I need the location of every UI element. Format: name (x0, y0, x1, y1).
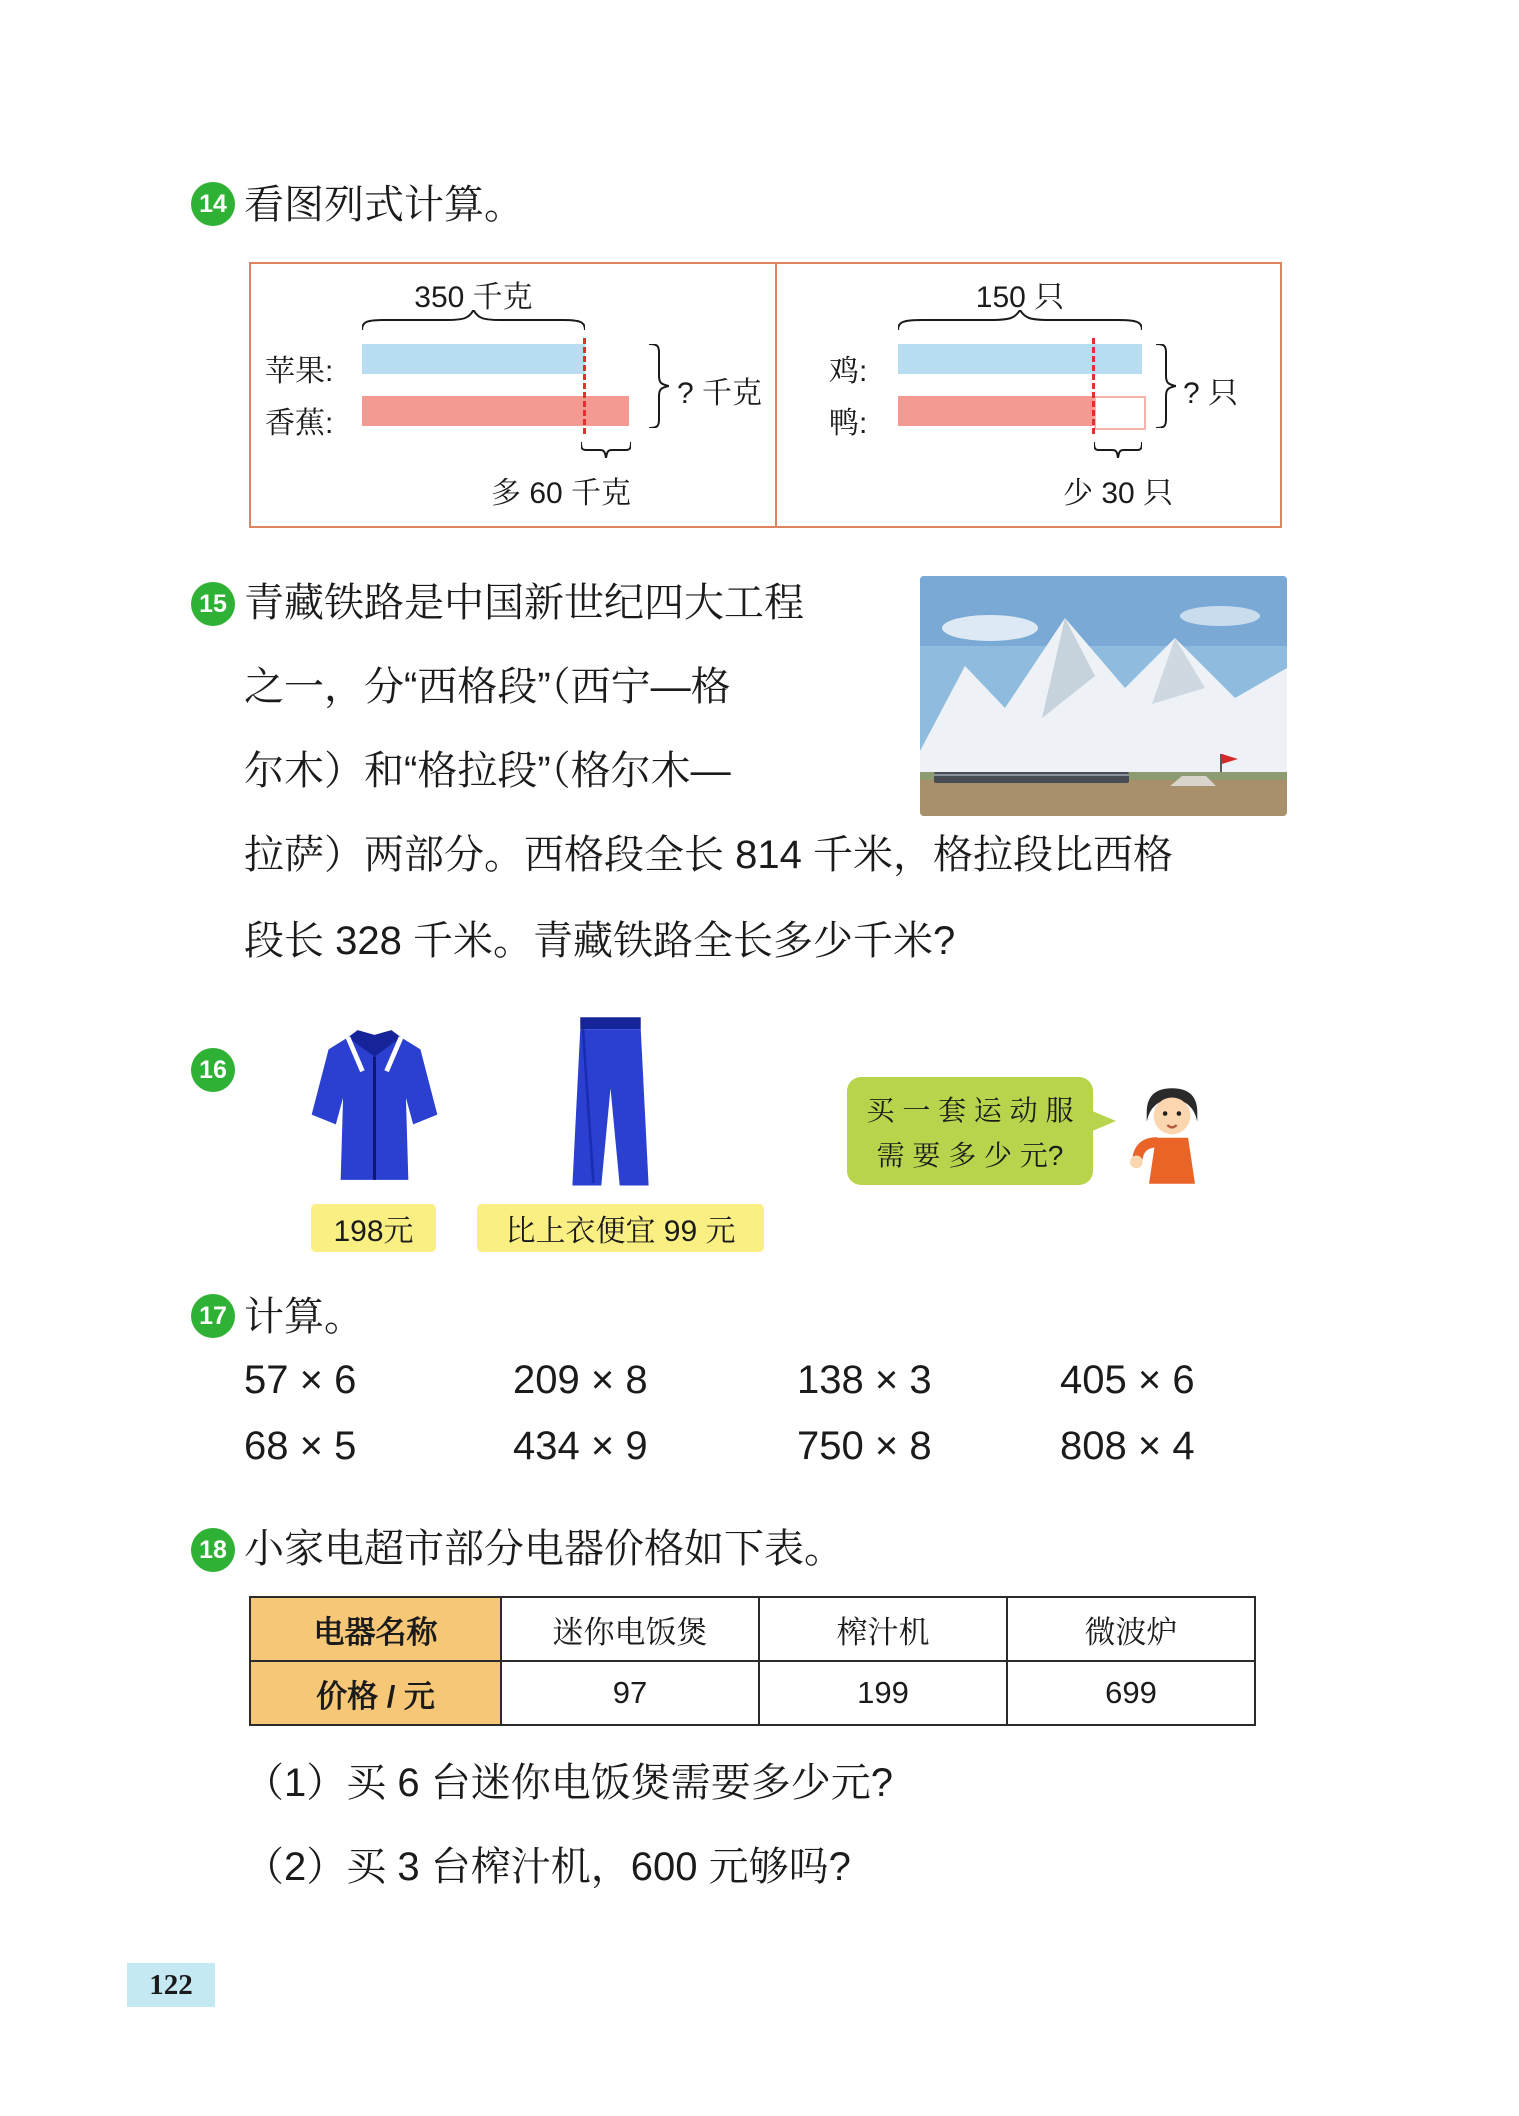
boy-hand (1130, 1156, 1143, 1169)
calc-expression-6: 434 × 9 (513, 1424, 648, 1468)
flag-pole (1220, 754, 1222, 772)
problem-18-number-badge: 18 (191, 1528, 235, 1572)
problem-14-title: 看图列式计算。 (244, 183, 524, 227)
appliance-price-table (249, 1596, 1256, 1726)
problem-18-title: 小家电超市部分电器价格如下表。 (244, 1527, 844, 1571)
boy-illustration (1126, 1080, 1218, 1200)
fewer-30-label: 少 30 只 (1063, 477, 1174, 510)
problem-17-number-badge: 17 (191, 1294, 235, 1338)
brace-right-of-left-diagram (649, 344, 669, 428)
calc-expression-5: 68 × 5 (244, 1424, 357, 1468)
pants-waistband (580, 1017, 640, 1029)
boy-speech-bubble (847, 1077, 1093, 1185)
brace-right-of-right-diagram (1156, 344, 1176, 428)
pants-price-note: 比上衣便宜 99 元 (477, 1204, 764, 1252)
problem-14-diagram-box (249, 262, 1282, 528)
apple-total-label: 350 千克 (414, 281, 533, 314)
header-microwave: 微波炉 (1007, 1597, 1255, 1661)
boy-eye-left (1163, 1111, 1168, 1116)
price-juicer: 199 (759, 1661, 1007, 1725)
page-number: 122 (127, 1963, 215, 2007)
chicken-bar (898, 344, 1142, 374)
chicken-total-label: 150 只 (975, 281, 1065, 314)
duck-bar (898, 396, 1094, 426)
problem-15-line-1: 青藏铁路是中国新世纪四大工程 (244, 581, 804, 625)
brace-over-chicken-bar (898, 310, 1142, 330)
apple-row-label: 苹果: (265, 355, 334, 388)
more-60kg-label: 多 60 千克 (491, 477, 632, 510)
calc-expression-3: 138 × 3 (797, 1358, 932, 1402)
calc-expression-4: 405 × 6 (1060, 1358, 1195, 1402)
problem-15-number-badge: 15 (191, 582, 235, 626)
jacket-illustration (302, 1016, 447, 1194)
banana-bar (362, 396, 629, 426)
row-label-price: 价格 / 元 (250, 1661, 501, 1725)
apple-bar (362, 344, 585, 374)
cloud (942, 615, 1038, 641)
problem-15-line-5: 段长 328 千米。青藏铁路全长多少千米? (244, 919, 956, 963)
calc-expression-7: 750 × 8 (797, 1424, 932, 1468)
question-kg-label: ? 千克 (677, 377, 763, 410)
header-appliance-name: 电器名称 (250, 1597, 501, 1661)
calc-expression-8: 808 × 4 (1060, 1424, 1195, 1468)
brace-under-extra-60kg (581, 442, 631, 458)
speech-bubble-line-1: 买 一 套 运 动 服 (866, 1094, 1074, 1126)
duck-missing-30-ghost-box (1094, 396, 1146, 430)
header-juicer: 榨汁机 (759, 1597, 1007, 1661)
problem-15-line-4: 拉萨）两部分。西格段全长 814 千米，格拉段比西格 (244, 833, 1173, 877)
problem-15-line-3: 尔木）和“格拉段”（格尔木— (244, 749, 731, 793)
train (934, 772, 1129, 783)
question-count-label: ? 只 (1183, 377, 1239, 410)
header-rice-cooker: 迷你电饭煲 (501, 1597, 759, 1661)
price-rice-cooker: 97 (501, 1661, 759, 1725)
calc-expression-1: 57 × 6 (244, 1358, 357, 1402)
table-header-row (250, 1597, 1255, 1661)
problem-15-line-2: 之一，分“西格段”（西宁—格 (244, 665, 731, 709)
calc-expression-2: 209 × 8 (513, 1358, 648, 1402)
chicken-row-label: 鸡: (829, 355, 868, 388)
speech-bubble-line-2: 需 要 多 少 元? (876, 1139, 1064, 1171)
railway-photo-illustration (920, 576, 1287, 816)
duck-row-label: 鸭: (829, 407, 868, 440)
qinghai-tibet-railway-photo (920, 576, 1287, 816)
price-microwave: 699 (1007, 1661, 1255, 1725)
table-price-row (250, 1661, 1255, 1725)
dashed-line-apple-end (583, 338, 586, 434)
problem-18-question-1: （1）买 6 台迷你电饭煲需要多少元? (244, 1761, 893, 1805)
cloud-2 (1180, 606, 1260, 626)
problem-18-question-2: （2）买 3 台榨汁机，600 元够吗? (244, 1845, 851, 1889)
ground (920, 780, 1287, 816)
brace-under-missing-30 (1094, 442, 1142, 458)
boy-eye-right (1177, 1111, 1182, 1116)
dashed-line-duck-end (1092, 338, 1095, 434)
problem-17-title: 计算。 (244, 1295, 364, 1339)
jacket-price-tag: 198元 (311, 1204, 436, 1252)
boy-face (1154, 1097, 1191, 1134)
pants-illustration (558, 1012, 663, 1196)
diagram-divider (775, 264, 777, 526)
train-highlight (934, 774, 1129, 776)
problem-14-number-badge: 14 (191, 182, 235, 226)
brace-over-apple-bar (362, 310, 585, 330)
banana-row-label: 香蕉: (265, 407, 334, 440)
problem-16-number-badge: 16 (191, 1048, 235, 1092)
speech-bubble-tail (1090, 1110, 1116, 1132)
